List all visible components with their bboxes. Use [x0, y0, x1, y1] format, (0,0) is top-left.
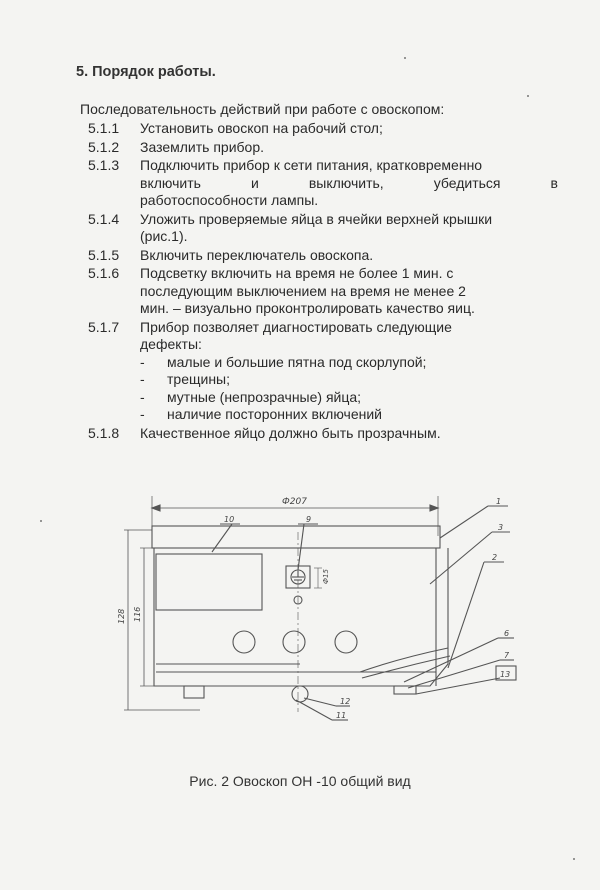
step-number: 5.1.2: [88, 138, 120, 155]
step-text: [140, 120, 558, 138]
step-item: [88, 157, 558, 210]
callout-11: 11: [336, 711, 347, 720]
scan-speck: [527, 95, 529, 97]
step-text: [140, 319, 558, 424]
step-item: [88, 211, 558, 246]
steps-list: [88, 120, 558, 443]
step-line: дефекты:: [140, 336, 202, 352]
step-line: мин. – визуально проконтролировать качество яиц.: [140, 300, 475, 316]
step-number: 5.1.3: [88, 157, 120, 173]
step-number: 5.1.1: [88, 120, 120, 136]
step-line: работоспособности лампы.: [140, 192, 319, 208]
step-text: [140, 211, 558, 246]
defects-list: [140, 354, 558, 424]
step-item: [88, 319, 558, 424]
callout-12: 12: [340, 697, 351, 706]
intro-text: Последовательность действий при работе с овоскопом:: [80, 101, 445, 117]
section-title: 5. Порядок работы.: [76, 64, 216, 80]
step-line: Подключить прибор к сети питания, кратковременно: [140, 157, 483, 173]
dim-height-outer-label: 128: [117, 608, 126, 624]
dim-small-label: Ф15: [322, 569, 330, 584]
scan-speck: [40, 520, 42, 522]
step-number: 5.1.4: [88, 210, 120, 227]
step-number: 5.1.6: [88, 265, 120, 281]
step-number: 5.1.7: [88, 318, 120, 335]
figure-caption: Рис. 2 Овоскоп ОН -10 общий вид: [189, 773, 411, 789]
defect-item: - наличие посторонних включений: [140, 406, 382, 422]
step-line: Установить овоскоп на рабочий стол;: [140, 120, 383, 136]
step-line: Включить переключатель овоскопа.: [140, 246, 374, 263]
callout-6: 6: [504, 629, 510, 638]
step-item: [88, 139, 558, 157]
callout-9: 9: [306, 515, 312, 524]
step-item: [88, 265, 558, 318]
defect-item: - трещины;: [140, 371, 231, 387]
callout-1: 1: [496, 497, 502, 506]
step-number: 5.1.5: [88, 246, 120, 263]
step-line: последующим выключением на время не менее 2: [140, 282, 466, 299]
dim-width-label: Ф207: [282, 497, 307, 507]
scan-speck: [404, 57, 406, 59]
step-line: Прибор позволяет диагностировать следующие: [140, 318, 452, 335]
callout-3: 3: [498, 523, 504, 532]
step-line: Заземлить прибор.: [140, 138, 265, 155]
callout-13: 13: [500, 670, 511, 679]
scan-speck: [573, 858, 575, 860]
ovoscope-drawing: [100, 488, 540, 738]
defect-item: - малые и большие пятна под скорлупой;: [140, 353, 427, 370]
step-line: включить и выключить, убедиться в: [140, 174, 558, 191]
step-line: Качественное яйцо должно быть прозрачным.: [140, 424, 441, 441]
step-text: [140, 265, 558, 318]
step-text: [140, 425, 558, 443]
step-line: Уложить проверяемые яйца в ячейки верхней крышки: [140, 210, 493, 227]
step-text: [140, 157, 558, 210]
dim-height-inner-label: 116: [133, 606, 142, 622]
step-text: [140, 139, 558, 157]
step-line: Подсветку включить на время не более 1 мин. с: [140, 265, 454, 281]
step-item: [88, 425, 558, 443]
step-number: 5.1.8: [88, 424, 120, 441]
callout-2: 2: [492, 553, 498, 562]
step-line: (рис.1).: [140, 228, 188, 244]
defect-item: - мутные (непрозрачные) яйца;: [140, 388, 362, 405]
step-item: [88, 120, 558, 138]
callout-7: 7: [504, 651, 510, 660]
callout-10: 10: [224, 515, 235, 524]
step-text: [140, 247, 558, 265]
step-item: [88, 247, 558, 265]
